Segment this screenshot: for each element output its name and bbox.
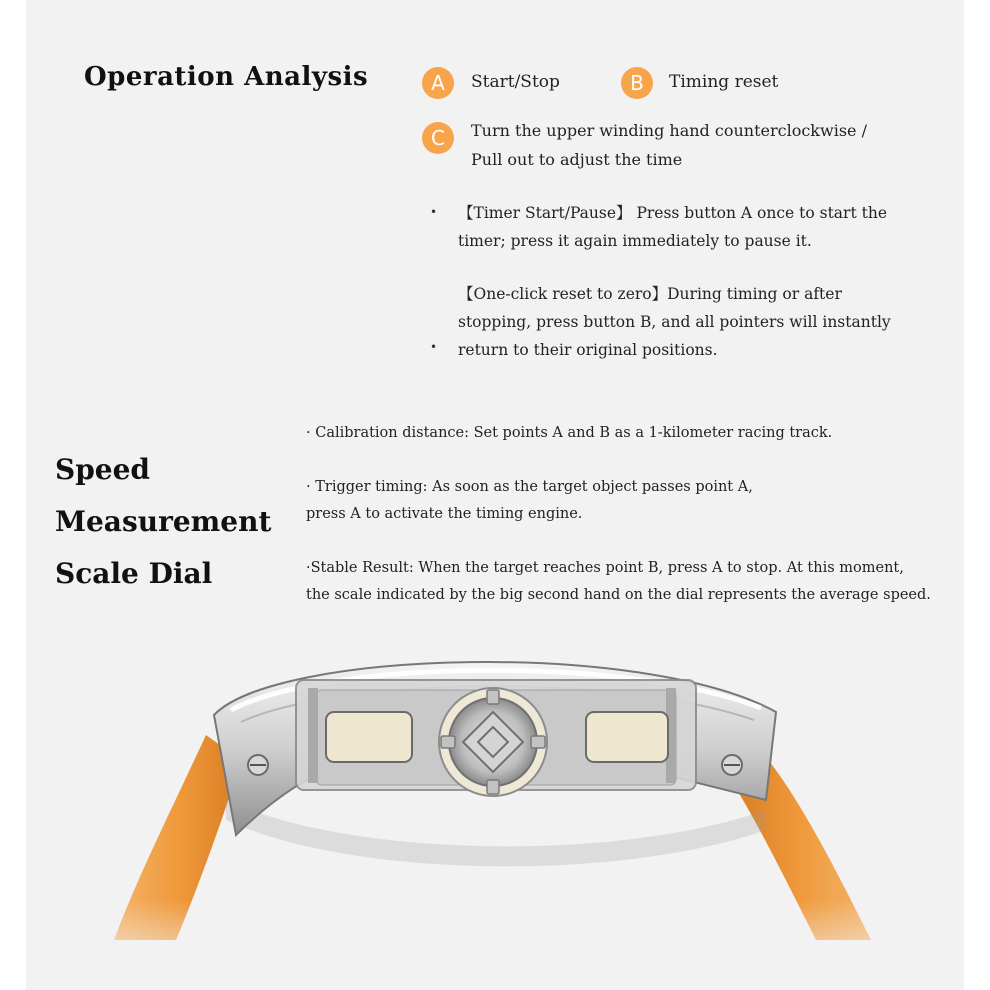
operation-title: Operation Analysis bbox=[84, 62, 369, 92]
speed-title-line2: Measurement bbox=[55, 505, 272, 538]
content-panel bbox=[26, 0, 964, 990]
trigger-line2: press A to activate the timing engine. bbox=[306, 506, 583, 522]
crown-instruction-line2: Pull out to adjust the time bbox=[471, 150, 683, 169]
badge-b: B bbox=[621, 67, 653, 99]
reset-zero-line3: return to their original positions. bbox=[458, 341, 718, 359]
right-lume-marker bbox=[586, 712, 668, 762]
stable-line1: ·Stable Result: When the target reaches point B, press A to stop. At this moment, bbox=[306, 560, 904, 576]
badge-a: A bbox=[422, 67, 454, 99]
reset-zero-line1: 【One-click reset to zero】During timing or after bbox=[458, 285, 842, 303]
timer-start-line2: timer; press it again immediately to pause it. bbox=[458, 232, 812, 250]
timing-reset-label: Timing reset bbox=[669, 72, 779, 92]
bullet-marker-2: • bbox=[430, 340, 438, 354]
left-lume-marker bbox=[326, 712, 412, 762]
watch-illustration bbox=[26, 0, 964, 990]
calibration-text: · Calibration distance: Set points A and B as a 1-kilometer racing track. bbox=[306, 425, 833, 441]
timer-start-line1: 【Timer Start/Pause】 Press button A once to start the bbox=[458, 204, 887, 222]
reset-zero-line2: stopping, press button B, and all pointers will instantly bbox=[458, 313, 891, 331]
crown-instruction-line1: Turn the upper winding hand counterclockwise / bbox=[471, 121, 867, 140]
speed-title-line1: Speed bbox=[55, 453, 151, 486]
bullet-marker-1: • bbox=[430, 205, 438, 219]
stable-line2: the scale indicated by the big second hand on the dial represents the average speed. bbox=[306, 587, 931, 603]
badge-c: C bbox=[422, 122, 454, 154]
speed-title-line3: Scale Dial bbox=[55, 557, 213, 590]
trigger-line1: · Trigger timing: As soon as the target object passes point A, bbox=[306, 479, 753, 495]
start-stop-label: Start/Stop bbox=[471, 72, 560, 92]
